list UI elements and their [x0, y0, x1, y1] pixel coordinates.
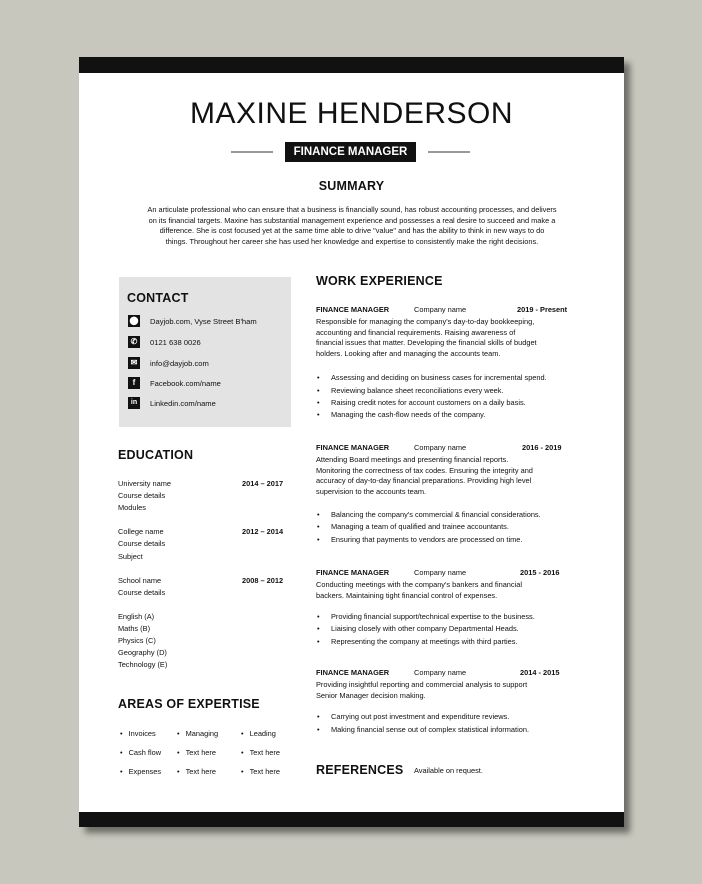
education-entry-dates: 2012 – 2014 [242, 527, 284, 536]
job-bullet: • Making financial sense out of complex statistical information. [331, 725, 529, 735]
expertise-item: • Text here [177, 748, 216, 757]
subject-grade: Geography (D) [118, 648, 167, 657]
job-bullet: • Managing a team of qualified and trainee accountants. [331, 522, 509, 532]
job-dates: 2015 - 2016 [520, 568, 560, 577]
top-bar [79, 57, 624, 73]
title-divider-left [231, 151, 273, 153]
job-bullet: • Assessing and deciding on business cases for incremental spend. [331, 373, 547, 383]
education-entry-name: School name [118, 576, 162, 585]
job-bullet: • Representing the company at meetings with third parties. [331, 637, 518, 647]
summary-line: on its financial targets. Maxine has substantial management experience and possesses a real desire to succeed and make a [148, 215, 556, 225]
expertise-item: • Expenses [120, 767, 161, 776]
job-description-line: supervision to the accounts team. [316, 486, 427, 496]
candidate-name: MAXINE HENDERSON [189, 97, 514, 130]
references-text: Available on request. [414, 766, 483, 775]
expertise-item: • Text here [241, 767, 280, 776]
expertise-heading: AREAS OF EXPERTISE [118, 697, 260, 711]
job-title: FINANCE MANAGER [316, 305, 390, 314]
expertise-item: • Managing [177, 729, 218, 738]
subject-grade: Physics (C) [118, 636, 156, 645]
job-company: Company name [414, 668, 467, 677]
education-entry-dates: 2008 – 2012 [242, 576, 284, 585]
education-entry-line: Modules [118, 503, 146, 512]
summary-line: things. Throughout her career she has used her knowledge and expertise to consistently make the right decisions. [165, 236, 539, 246]
job-bullet: • Providing financial support/technical expertise to the business. [331, 612, 535, 622]
education-entry-line: Subject [118, 552, 143, 561]
education-entry-line: Course details [118, 539, 166, 548]
contact-section [119, 277, 291, 427]
subject-grade: Maths (B) [118, 624, 151, 633]
contact-facebook [128, 377, 221, 389]
job-description-line: accounting and financial requirements. Raising awareness of [316, 327, 516, 337]
job-description [316, 580, 572, 601]
job-title: FINANCE MANAGER [316, 443, 390, 452]
email-icon: ✉ [128, 357, 140, 369]
job-description [316, 317, 572, 359]
job-dates: 2016 - 2019 [522, 443, 562, 452]
references-heading: REFERENCES [316, 763, 404, 777]
job-description-line: Conducting meetings with the company's bankers and financial [316, 580, 523, 589]
job-title: FINANCE MANAGER [316, 568, 390, 577]
job-bullet: • Reviewing balance sheet reconciliations every week. [331, 386, 504, 396]
title-divider-right [428, 151, 470, 153]
resume-page [79, 57, 624, 827]
job-description [316, 455, 572, 497]
job-description-line: Attending Board meetings and presenting financial reports. [316, 455, 509, 464]
phone-icon: ✆ [128, 336, 140, 348]
education-heading: EDUCATION [118, 448, 194, 462]
bottom-bar [79, 812, 624, 827]
job-description [316, 680, 572, 701]
contact-address [128, 315, 257, 327]
job-company: Company name [414, 443, 467, 452]
contact-phone [128, 336, 201, 348]
subject-grade: English (A) [118, 612, 155, 621]
job-company: Company name [414, 305, 467, 314]
expertise-item: • Invoices [120, 729, 156, 738]
job-description-line: financial issues that matter. Developing the financial skills of budget [316, 338, 537, 348]
job-description-line: Monitoring the correctness of tax codes. Ensuring the integrity and [316, 465, 533, 475]
subject-grade: Technology (E) [118, 660, 168, 669]
job-bullet: • Raising credit notes for account customers on a daily basis. [331, 398, 526, 408]
job-description-line: Responsible for managing the company's day-to-day bookkeeping, [316, 317, 535, 326]
work-heading: WORK EXPERIENCE [316, 274, 443, 288]
job-description-line: Providing insightful reporting and commercial analysis to support [316, 680, 528, 689]
job-bullet: • Carrying out post investment and expenditure reviews. [331, 712, 509, 722]
contact-address-text: Dayjob.com, Vyse Street B'ham [150, 316, 257, 326]
job-dates: 2014 - 2015 [520, 668, 560, 677]
job-title-badge: FINANCE MANAGER [285, 142, 416, 162]
summary-line: An articulate professional who can ensure that a business is financially sound, has robust accounting processes, and delivers [147, 205, 557, 214]
contact-linkedin-text: Linkedin.com/name [150, 398, 216, 408]
expertise-item: • Leading [241, 729, 276, 738]
job-company: Company name [414, 568, 467, 577]
contact-facebook-text: Facebook.com/name [150, 378, 221, 388]
job-description-line: Senior Manager decision making. [316, 690, 426, 700]
expertise-item: • Text here [241, 748, 280, 757]
linkedin-icon: in [128, 397, 140, 409]
education-entry-dates: 2014 – 2017 [242, 479, 284, 488]
contact-email [128, 357, 209, 369]
education-entry-line: Course details [118, 588, 166, 597]
job-bullet: • Balancing the company's commercial & financial considerations. [331, 510, 541, 520]
facebook-icon: f [128, 377, 140, 389]
job-description-line: backers. Maintaining tight financial control of expenses. [316, 590, 498, 600]
job-dates: 2019 - Present [517, 305, 568, 314]
contact-heading: CONTACT [127, 291, 189, 305]
job-bullet: • Managing the cash-flow needs of the company. [331, 410, 485, 420]
location-pin-icon: ⬤ [129, 316, 139, 325]
job-bullet: • Liaising closely with other company Departmental Heads. [331, 624, 519, 634]
summary-heading: SUMMARY [318, 179, 385, 193]
summary-text [117, 205, 587, 247]
job-description-line: accuracy of day-to-day financial preparations. Providing high level [316, 476, 532, 486]
education-entry-name: University name [118, 479, 171, 488]
education-entry-name: College name [118, 527, 164, 536]
contact-phone-text: 0121 638 0026 [150, 337, 201, 347]
expertise-item: • Cash flow [120, 748, 161, 757]
education-entry-line: Course details [118, 491, 166, 500]
contact-linkedin [128, 397, 216, 409]
job-title: FINANCE MANAGER [316, 668, 390, 677]
summary-line: difference. She is cost focused yet at the same time able to drive "value" and has the ability to think in new ways to do [159, 226, 545, 236]
job-bullet: • Ensuring that payments to vendors are processed on time. [331, 535, 522, 545]
job-description-line: holders. Looking after and managing the accounts team. [316, 348, 501, 358]
expertise-item: • Text here [177, 767, 216, 776]
contact-email-text: info@dayjob.com [150, 358, 209, 368]
